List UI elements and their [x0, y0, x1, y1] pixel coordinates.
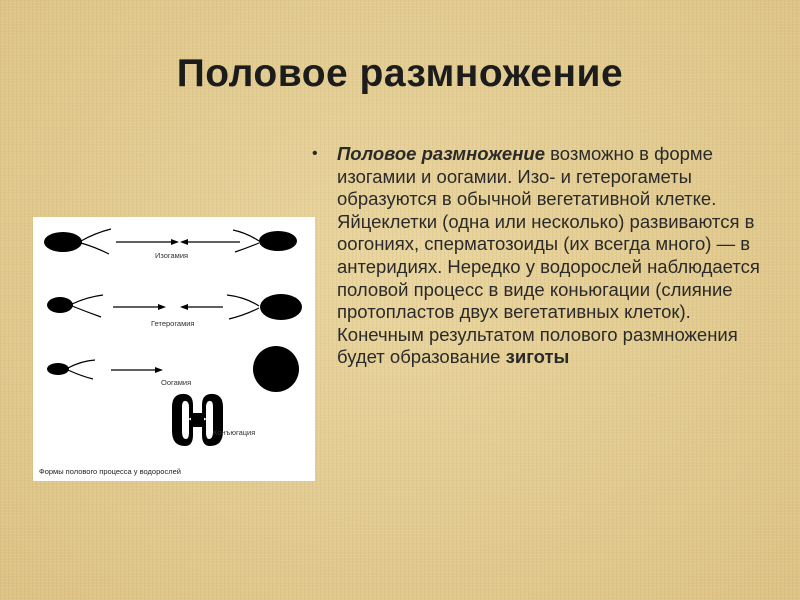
oogamy-egg-cell	[253, 346, 299, 392]
heterogamy-left-arrowhead	[158, 304, 166, 310]
bullet-icon: •	[312, 145, 318, 162]
heterogamy-right-gamete	[260, 294, 302, 320]
algae-sexual-process-figure	[33, 217, 315, 481]
heterogamy-right-flagella	[227, 295, 259, 319]
conjugation-bridge	[191, 413, 204, 427]
conjugation-group	[172, 394, 255, 446]
heterogamy-right-arrowhead	[180, 304, 188, 310]
body-text-block	[312, 143, 767, 369]
body-paragraph	[337, 143, 767, 369]
slide-title: Половое размножение	[176, 52, 624, 95]
conjugation-label: Конъюгация	[213, 428, 256, 437]
heterogamy-left-gamete	[47, 297, 73, 313]
oogamy-row	[47, 346, 299, 392]
isogamy-right-flagella	[233, 230, 259, 252]
isogamy-row	[44, 229, 297, 260]
isogamy-right-gamete	[259, 231, 297, 251]
oogamy-sperm-body	[47, 363, 69, 375]
heterogamy-row	[47, 294, 302, 328]
isogamy-right-arrowhead	[180, 239, 188, 245]
oogamy-label: Оогамия	[161, 378, 192, 387]
oogamy-arrowhead	[155, 367, 163, 373]
final-term: зиготы	[505, 346, 570, 368]
oogamy-sperm-flagella	[68, 360, 95, 379]
isogamy-left-gamete	[44, 232, 82, 252]
conjugation-left-inner	[182, 401, 189, 439]
conjugation-right-inner	[206, 401, 213, 439]
lead-term: Половое размножение	[337, 143, 545, 164]
isogamy-left-arrowhead	[171, 239, 179, 245]
body-text: возможно в форме изогамии и оогамии. Изо- и гетерогаметы образуются в обычной вегетативной клетке. Яйцеклетки (одна или несколько) развиваются в оогониях, сперматозоиды (их всегда много) — в антеридиях. Нередко у водорослей наблюдается половой процесс в виде коньюгации (слияние протопластов двух вегетативных клеток). Конечным результатом полового размножения будет образование	[337, 143, 760, 368]
figure-drawing	[33, 217, 315, 481]
isogamy-left-flagella	[81, 229, 111, 254]
figure-caption: Формы полового процесса у водорослей	[39, 467, 181, 476]
heterogamy-left-flagella	[72, 295, 103, 317]
heterogamy-label: Гетерогамия	[151, 319, 195, 328]
isogamy-label: Изогамия	[155, 251, 189, 260]
